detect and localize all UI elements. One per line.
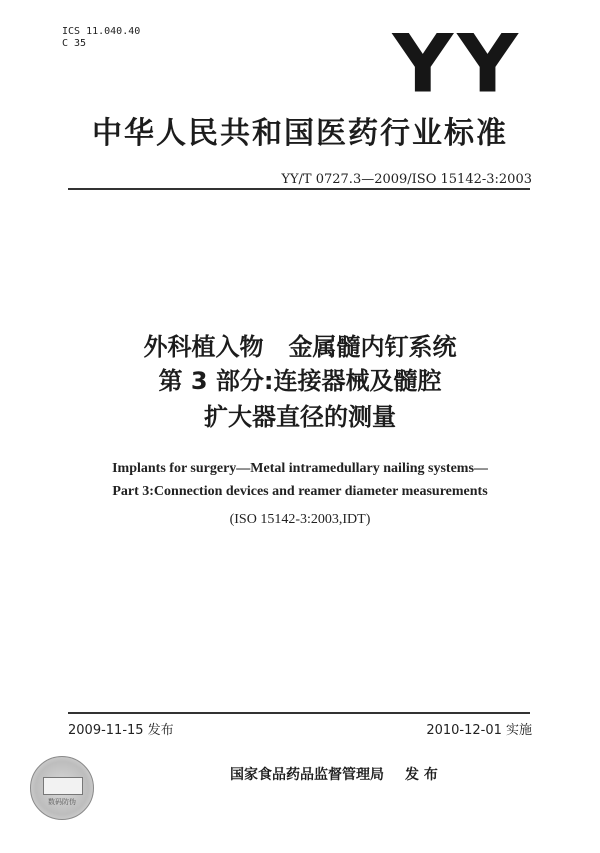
en-title-line-1: Implants for surgery—Metal intramedullary nailing systems—	[112, 461, 488, 476]
ccs-code: C 35	[62, 38, 87, 49]
zh-title-line-3: 扩大器直径的测量	[204, 403, 396, 431]
zh-title-line-2: 第 3 部分:连接器械及髓腔	[158, 367, 442, 395]
publish-label: 发 布	[405, 767, 438, 783]
en-title-line-2: Part 3:Connection devices and reamer diameter measurements	[112, 484, 488, 499]
bottom-divider	[68, 712, 530, 714]
classification-codes	[62, 26, 140, 50]
standard-title: 中华人民共和国医药行业标准	[92, 116, 508, 151]
zh-title-line-1: 外科植入物 金属髓内钉系统	[143, 333, 457, 361]
anti-counterfeit-seal	[30, 756, 94, 820]
seal-label: 数码防伪	[48, 798, 76, 806]
yy-logo: YY	[392, 17, 522, 111]
ics-code: ICS 11.040.40	[62, 26, 141, 37]
implementation-date: 2010-12-01 实施	[426, 723, 532, 738]
issue-date: 2009-11-15 发布	[68, 723, 174, 738]
seal-emblem	[43, 777, 83, 795]
iso-equivalence: (ISO 15142-3:2003,IDT)	[229, 512, 371, 527]
publisher-name: 国家食品药品监督管理局	[230, 767, 384, 783]
top-divider	[68, 188, 530, 190]
standard-number: YY/T 0727.3—2009/ISO 15142-3:2003	[281, 172, 532, 187]
